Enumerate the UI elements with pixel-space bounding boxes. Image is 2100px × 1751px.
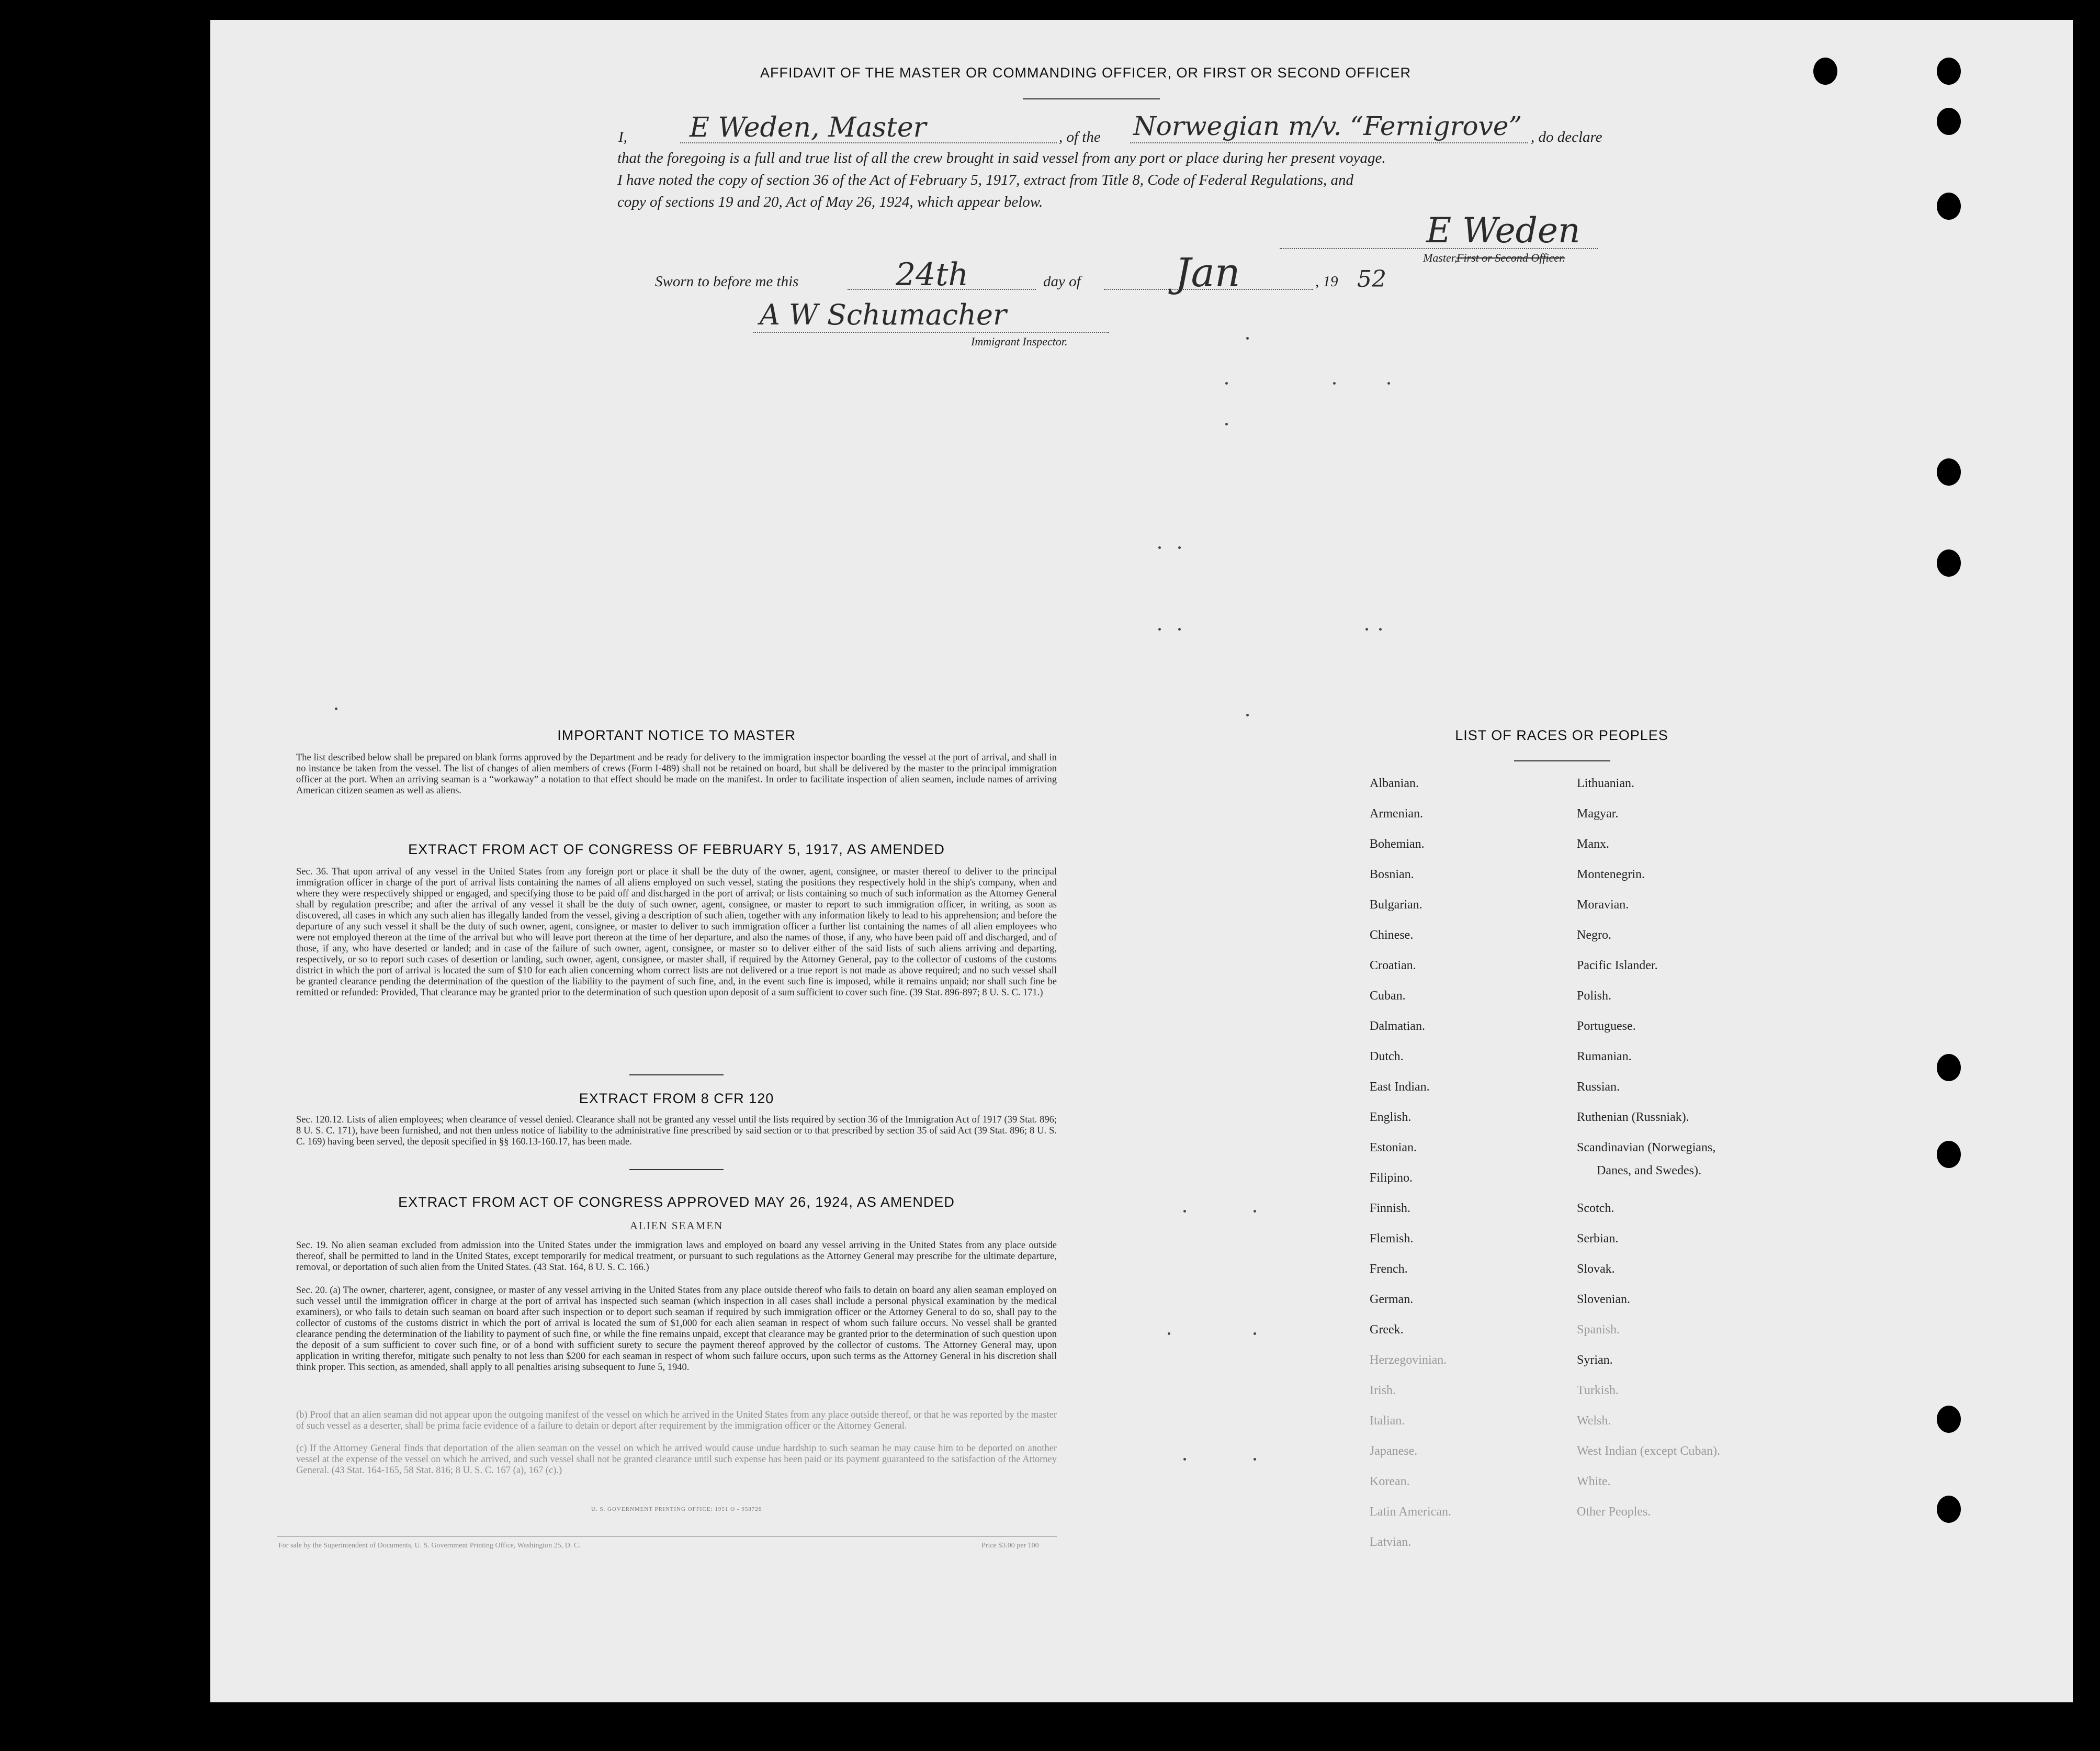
speck-mark (1183, 1458, 1186, 1461)
footer-sale-text: For sale by the Superintendent of Documents, U. S. Government Printing Office, Washington 25, D. C. (278, 1542, 581, 1550)
race-left-item: East Indian. (1370, 1080, 1430, 1094)
speck-mark (1178, 628, 1181, 631)
punch-hole (1813, 58, 1837, 85)
race-left-item: Japanese. (1370, 1444, 1418, 1458)
race-right-item: Danes, and Swedes). (1597, 1163, 1701, 1177)
punch-hole (1937, 193, 1961, 220)
race-left-item: Dutch. (1370, 1050, 1404, 1063)
punch-hole (1937, 58, 1961, 85)
footer-price: Price $3.00 per 100 (981, 1542, 1039, 1550)
race-right-item: Lithuanian. (1577, 777, 1634, 790)
handwritten-vessel-name: Norwegian m/v. “Fernigrove” (1133, 111, 1522, 141)
speck-mark (1246, 714, 1249, 716)
race-left-item: Korean. (1370, 1475, 1410, 1488)
printing-office-imprint: U. S. GOVERNMENT PRINTING OFFICE: 1951 O - 958726 (591, 1506, 762, 1512)
affidavit-line-2: I have noted the copy of section 36 of the Act of February 5, 1917, extract from Title 8, Code of Federal Regulations, and (617, 172, 1354, 188)
speck-mark (1246, 337, 1249, 340)
race-right-item: Moravian. (1577, 898, 1629, 912)
extract-1924-heading: EXTRACT FROM ACT OF CONGRESS APPROVED MAY 26, 1924, AS AMENDED (398, 1194, 955, 1210)
race-left-item: Albanian. (1370, 777, 1419, 790)
race-right-item: Russian. (1577, 1080, 1620, 1094)
speck-mark (1178, 546, 1181, 549)
speck-mark (1379, 628, 1382, 631)
punch-hole (1937, 458, 1961, 486)
race-left-item: Filipino. (1370, 1171, 1413, 1185)
punch-hole (1937, 549, 1961, 577)
race-left-item: French. (1370, 1262, 1408, 1276)
race-left-item: Dalmatian. (1370, 1019, 1425, 1033)
speck-mark (1387, 382, 1390, 385)
race-right-item: West Indian (except Cuban). (1577, 1444, 1720, 1458)
race-right-item: Montenegrin. (1577, 868, 1645, 881)
speck-mark (1158, 628, 1161, 631)
race-right-item: Scandinavian (Norwegians, (1577, 1141, 1716, 1154)
race-left-item: Bulgarian. (1370, 898, 1422, 912)
race-right-item: White. (1577, 1475, 1611, 1488)
speck-mark (1254, 1332, 1256, 1335)
affidavit-of-the: , of the (1059, 129, 1101, 145)
section-19-text: Sec. 19. No alien seaman excluded from admission into the United States under the immigration laws and employed on board any vessel arriving in the United States from any place outside thereof, shall be permitted to land in the United States, except temporarily for medical treatment, or pursuant to such regulations as the Attorney General may prescribe for the ultimate departure, removal, or deportation of such alien from the United States. (43 Stat. 164, 8 U. S. C. 166.) (296, 1240, 1057, 1273)
notice-body: The list described below shall be prepared on blank forms approved by the Department and be ready for delivery to the immigration inspector boarding the vessel at the port of arrival, and shall in no instance be taken from the vessel. The list of changes of alien members of crews (Form I-489) shall not be retained on board, but shall be delivered by the master to the principal immigration officer at the port. When an arriving seaman is a “workaway” a notation to that effect should be made on the manifest. In order to facilitate inspection of alien seamen, include names of arriving American citizen seamen as well as aliens. (296, 753, 1057, 796)
punch-hole (1937, 1406, 1961, 1433)
signature-fill-line (1280, 248, 1598, 249)
race-right-item: Negro. (1577, 928, 1611, 942)
race-right-item: Pacific Islander. (1577, 959, 1658, 972)
affidavit-do-declare: , do declare (1531, 129, 1602, 145)
speck-mark (1225, 423, 1228, 425)
punch-hole (1937, 1141, 1961, 1168)
handwritten-inspector-signature: A W Schumacher (760, 298, 1007, 331)
title-underline (1023, 98, 1160, 99)
speck-mark (1183, 1210, 1186, 1213)
race-left-item: Bosnian. (1370, 868, 1414, 881)
section-divider (629, 1074, 724, 1075)
affidavit-title: AFFIDAVIT OF THE MASTER OR COMMANDING OFFICER, OR FIRST OR SECOND OFFICER (760, 65, 1412, 81)
race-left-item: Irish. (1370, 1384, 1396, 1397)
extract-1917-body: Sec. 36. That upon arrival of any vessel in the United States from any foreign port or place it shall be the duty of the owner, agent, consignee, or master thereof to deliver to the principal immigration officer in charge of the port of arrival lists containing the names of all aliens employed on such vessel, stating the positions they respectively hold in the ship's company, when and where they were respectively shipped or engaged, and specifying those to be paid off and discharged in the port of arrival; or lists containing so much of such information as the Attorney General shall by regulation prescribe; and after the arrival of any vessel it shall be the duty of such owner, agent, consignee, or master to report to such immigration officer, in writing, as soon as discovered, all cases in which any such alien has illegally landed from the vessel, giving a description of such alien, together with any information likely to lead to his apprehension; and before the departure of any such vessel it shall be the duty of such owner, agent, consignee, or master to deliver to such immigration officer a further list containing the names of all alien employees who were not employed thereon at the time of the arrival but who will leave port thereon at the time of her departure, and also the names of those, if any, who have been paid off and discharged, and of those, if any, who have deserted or landed; and in case of the failure of such owner, agent, consignee, or master so to deliver either of the said lists of such aliens arriving and departing, respectively, or so to report such cases of desertion or landing, such owner, agent, consignee, or master shall, if required by the Attorney General, pay to the collector of customs of the customs district in which the port of arrival is located the sum of $10 for each alien concerning whom correct lists are not delivered or a true report is not made as above required; and no such vessel shall be granted clearance pending the determination of the question of the liability to the payment of such fine, and, in the event such fine is imposed, while it remains unpaid; nor shall such fine be remitted or refunded: Provided, That clearance may be granted prior to the determination of such question upon deposit of a sum sufficient to cover such fine. (39 Stat. 896-897; 8 U. S. C. 171.) (296, 867, 1057, 998)
race-right-item: Rumanian. (1577, 1050, 1632, 1063)
race-right-item: Scotch. (1577, 1202, 1614, 1215)
handwritten-master-signature: E Weden (1426, 210, 1580, 251)
race-right-item: Portuguese. (1577, 1019, 1636, 1033)
section-divider (629, 1169, 724, 1170)
race-right-item: Syrian. (1577, 1353, 1613, 1367)
alien-seamen-subheading: ALIEN SEAMEN (629, 1219, 724, 1232)
race-right-item: Magyar. (1577, 807, 1619, 821)
punch-hole (1937, 1496, 1961, 1523)
race-left-item: Herzegovinian. (1370, 1353, 1447, 1367)
race-left-item: German. (1370, 1293, 1414, 1306)
race-left-item: Bohemian. (1370, 837, 1425, 851)
signature-caption-struck: First or Second Officer. (1457, 251, 1565, 264)
race-left-item: Latin American. (1370, 1505, 1451, 1519)
race-left-item: Flemish. (1370, 1232, 1414, 1245)
race-left-item: Estonian. (1370, 1141, 1417, 1154)
vessel-fill-line (1130, 142, 1528, 143)
race-right-item: Other Peoples. (1577, 1505, 1651, 1519)
race-right-item: Spanish. (1577, 1323, 1620, 1337)
race-right-item: Serbian. (1577, 1232, 1619, 1245)
inspector-fill-line (753, 332, 1109, 333)
signature-caption-master: Master, (1423, 251, 1458, 264)
race-left-item: Latvian. (1370, 1535, 1412, 1549)
speck-mark (1168, 1332, 1170, 1335)
handwritten-day: 24th (896, 256, 969, 293)
speck-mark (1365, 628, 1368, 631)
race-left-item: Chinese. (1370, 928, 1414, 942)
affidavit-line-1: that the foregoing is a full and true list of all the crew brought in said vessel from any port or place during her present voyage. (617, 150, 1386, 166)
section-20a-text: Sec. 20. (a) The owner, charterer, agent, consignee, or master of any vessel arriving in the United States from any place outside thereof who fails to detain on board any alien seaman employed on such vessel until the immigration officer in charge at the port of arrival has inspected such seaman (which inspection in all cases shall include a personal physical examination by the medical examiners), or who fails to detain such seaman on board after such inspection or to deport such seaman if required by such immigration officer or the Attorney General to do so, shall pay to the collector of customs of the customs district in which the port of arrival is located the sum of $1,000 for each alien seaman in respect of whom such failure occurs. No vessel shall be granted clearance pending the determination of the liability to payment of such fine, or while the fine remains unpaid, except that clearance may be granted prior to the determination of such question upon the deposit of a sum sufficient to cover such fine, or of a bond with sufficient surety to secure the payment thereof approved by the collector of customs. The Attorney General may, upon application in writing therefor, mitigate such penalty to not less than $200 for each seaman in respect of whom such failure occurs, upon such terms as the Attorney General in his discretion shall think proper. This section, as amended, shall apply to all penalties arising subsequent to June 5, 1940. (296, 1285, 1057, 1373)
notice-heading: IMPORTANT NOTICE TO MASTER (557, 727, 796, 743)
race-right-item: Slovenian. (1577, 1293, 1630, 1306)
race-left-item: Cuban. (1370, 989, 1406, 1003)
inspector-caption: Immigrant Inspector. (971, 335, 1068, 348)
day-of-label: day of (1043, 273, 1081, 290)
year-prefix: , 19 (1315, 273, 1338, 290)
race-left-item: Greek. (1370, 1323, 1404, 1337)
race-right-item: Welsh. (1577, 1414, 1611, 1428)
extract-cfr-heading: EXTRACT FROM 8 CFR 120 (579, 1091, 774, 1106)
affidavit-i-label: I, (618, 129, 627, 145)
extract-1917-heading: EXTRACT FROM ACT OF CONGRESS OF FEBRUARY 5, 1917, AS AMENDED (408, 841, 945, 857)
race-right-item: Manx. (1577, 837, 1609, 851)
speck-mark (1333, 382, 1336, 385)
sworn-label: Sworn to before me this (655, 273, 799, 290)
section-20b-text: (b) Proof that an alien seaman did not appear upon the outgoing manifest of the vessel on which he arrived in the United States from any place outside thereof, or that he was reported by the master of such vessel as a deserter, shall be prima facie evidence of a failure to detain or deport after requirement by the immigration officer or the Attorney General. (296, 1410, 1057, 1431)
race-left-item: Finnish. (1370, 1202, 1411, 1215)
speck-mark (1225, 382, 1228, 385)
race-left-item: Italian. (1370, 1414, 1405, 1428)
section-20c-text: (c) If the Attorney General finds that deportation of the alien seaman on the vessel on which he arrived would cause undue hardship to such seaman he may cause him to be deported on another vessel at the expense of the vessel on which he arrived, and such vessel shall not be granted clearance until such expense has been paid or its payment guaranteed to the satisfaction of the Attorney General. (43 Stat. 164-165, 58 Stat. 816; 8 U. S. C. 167 (a), 167 (c).) (296, 1443, 1057, 1476)
speck-mark (335, 708, 337, 710)
handwritten-month: Jan (1175, 249, 1240, 296)
races-underline (1514, 760, 1610, 761)
handwritten-year: 52 (1357, 266, 1386, 293)
speck-mark (1254, 1210, 1256, 1213)
race-left-item: Armenian. (1370, 807, 1423, 821)
race-right-item: Polish. (1577, 989, 1612, 1003)
races-heading: LIST OF RACES OR PEOPLES (1455, 727, 1668, 743)
punch-hole (1937, 1054, 1961, 1081)
race-right-item: Slovak. (1577, 1262, 1615, 1276)
race-right-item: Turkish. (1577, 1384, 1619, 1397)
handwritten-master-name: E Weden, Master (690, 112, 927, 143)
race-left-item: Croatian. (1370, 959, 1416, 972)
speck-mark (1254, 1458, 1256, 1461)
punch-hole (1937, 108, 1961, 135)
race-right-item: Ruthenian (Russniak). (1577, 1110, 1689, 1124)
extract-cfr-body: Sec. 120.12. Lists of alien employees; when clearance of vessel denied. Clearance shall not be granted any vessel until the lists required by section 36 of the Immigration Act of 1917 (39 Stat. 896; 8 U. S. C. 171), have been furnished, and not then unless notice of liability to the administrative fine prescribed by said section or to that prescribed by section 35 of said Act (39 Stat. 896; 8 U. S. C. 169) having been served, the deposit specified in §§ 160.13-160.17, has been made. (296, 1115, 1057, 1147)
race-left-item: English. (1370, 1110, 1412, 1124)
speck-mark (1158, 546, 1161, 549)
affidavit-line-3: copy of sections 19 and 20, Act of May 26, 1924, which appear below. (617, 194, 1043, 210)
